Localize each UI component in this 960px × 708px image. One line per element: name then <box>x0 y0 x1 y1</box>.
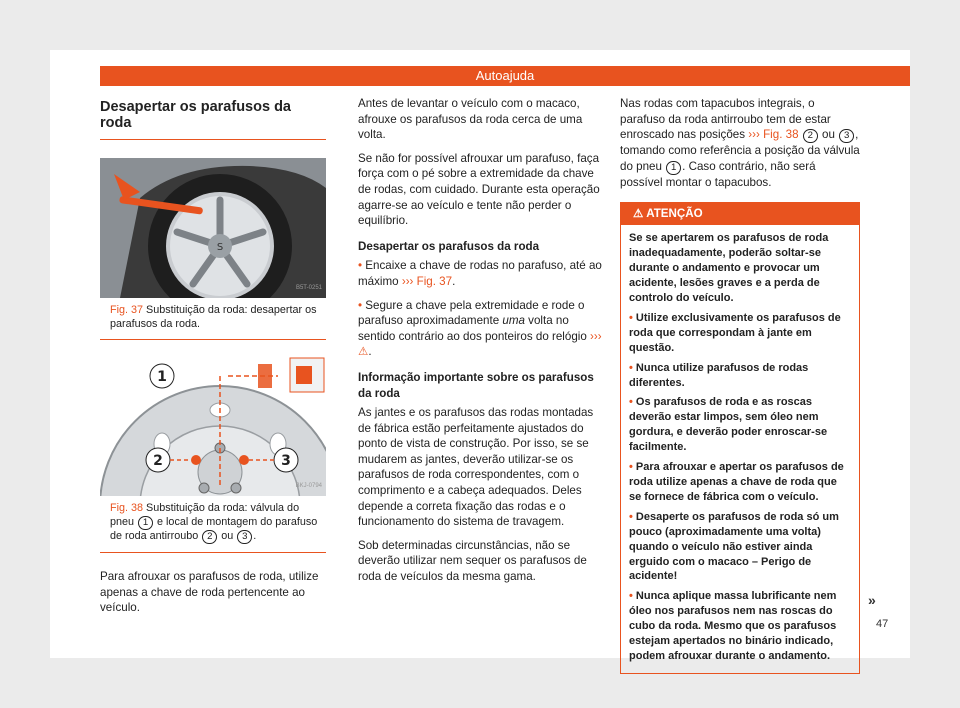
bullet-text: volta no sentido contrário ao dos ponteiros do relógio <box>358 314 587 343</box>
subheading: Desapertar os parafusos da roda <box>358 239 540 253</box>
callout-1: 1 <box>157 369 167 386</box>
figure-caption <box>100 496 326 552</box>
warning-intro: Se se apertarem os parafusos de roda inadequadamente, poderão soltar-se durante o andamento e provocar um acidente, lesões graves e a perda de controlo do veículo. <box>629 232 829 304</box>
warning-item <box>629 460 851 505</box>
wheel-illustration-icon <box>100 158 326 298</box>
section-title: Desapertar os parafusos da roda <box>100 96 326 140</box>
caption-text: e local de montagem do parafuso de roda antirroubo <box>110 515 318 542</box>
warning-item <box>629 589 851 664</box>
bullet-dot-icon: • <box>629 396 633 409</box>
warning-item-text: Desaperte os parafusos de roda só um pouco (aproximadamente uma volta) quando o veículo não estiver ainda erguido com o macaco – Perigo de acidente! <box>629 510 839 583</box>
figure-reference-link[interactable]: ››› Fig. 38 <box>748 128 799 142</box>
warning-header <box>621 203 859 225</box>
warning-item <box>629 510 851 585</box>
bullet-dot-icon: • <box>358 259 363 273</box>
figure-code: B5T-0251 <box>295 284 322 291</box>
warning-reference-link[interactable]: ››› <box>590 329 602 343</box>
warning-box <box>620 202 860 673</box>
paragraph: As jantes e os parafusos das rodas montadas de fábrica estão perfeitamente ajustados do ponto de vista de construção. Por isso, se se mudarem as jantes, deverão utilizar-se os parafusos de roda correspondentes, com o comprimento e a cabeça adequados. Deles depende a correta fixação das rodas e o funcionamento do sistema de travagem. <box>358 406 594 529</box>
rim-drawing <box>100 356 326 496</box>
svg-text:S: S <box>216 242 224 254</box>
bullet-dot-icon: • <box>629 590 633 603</box>
number-badge: 3 <box>237 530 252 544</box>
warning-item-text: Os parafusos de roda e as roscas deverão estar limpos, sem óleo nem gordura, e deverão poder enroscar-se facilmente. <box>629 396 828 454</box>
intro-paragraph: Para afrouxar os parafusos de roda, utilize apenas a chave de roda pertencente ao veículo. <box>100 569 319 615</box>
wheel-photo <box>100 158 326 298</box>
caption-text: . <box>253 529 257 542</box>
warning-item-text: Para afrouxar e apertar os parafusos de roda utilize apenas a chave de roda que se fornece de fábrica com o veículo. <box>629 461 844 503</box>
column-left <box>100 96 326 624</box>
bullet-dot-icon: • <box>629 361 633 374</box>
paragraph: Sob determinadas circunstâncias, não se deverão utilizar nem sequer os parafusos de roda de veículos da mesma gama. <box>358 538 587 584</box>
figure-37 <box>100 158 326 340</box>
caption-text: Substituição da roda: desapertar os parafusos da roda. <box>110 304 317 330</box>
bullet-dot-icon: • <box>629 510 633 523</box>
figure-label: Fig. 37 <box>110 304 144 317</box>
figure-38 <box>100 356 326 553</box>
paragraph-text: ou <box>822 128 835 142</box>
emphasis-text: uma <box>502 314 525 328</box>
chapter-header: Autoajuda <box>100 66 910 86</box>
number-badge: 1 <box>138 516 153 530</box>
warning-triangle-icon: ⚠ <box>358 345 369 359</box>
callout-3: 3 <box>281 453 291 470</box>
paragraph <box>620 96 860 190</box>
paragraph: Antes de levantar o veículo com o macaco, afrouxe os parafusos da roda cerca de uma volta. <box>358 97 583 142</box>
warning-item-text: Nunca utilize parafusos de rodas diferentes. <box>629 361 809 389</box>
warning-item-text: Utilize exclusivamente os parafusos de roda que correspondam à jante em questão. <box>629 311 841 354</box>
warning-body <box>621 225 859 672</box>
bullet-dot-icon: • <box>629 311 633 324</box>
warning-item <box>629 311 851 356</box>
callout-2: 2 <box>153 453 163 470</box>
number-badge: 1 <box>666 161 681 175</box>
manual-page <box>50 50 910 662</box>
subheading: Informação importante sobre os parafusos da roda <box>358 370 594 400</box>
bullet-item <box>358 298 602 360</box>
warning-title: ATENÇÃO <box>646 207 703 221</box>
paragraph-text: Nas rodas com tapacubos integrais, o parafuso da roda antirroubo tem de estar enroscado nas posições <box>620 97 831 142</box>
bullet-text: Segure a chave pela extremidade e rode o parafuso aproximadamente <box>358 298 585 328</box>
number-badge: 3 <box>839 129 854 143</box>
figure-caption <box>100 298 326 339</box>
paragraph-text: . Caso contrário, não será possível montar o tapacubos. <box>620 159 816 189</box>
bullet-text: . <box>452 274 456 288</box>
paragraph-text: , tomando como referência a posição da válvula do pneu <box>620 128 860 173</box>
bullet-dot-icon: • <box>358 298 363 312</box>
warning-item <box>629 395 851 455</box>
number-badge: 2 <box>803 129 818 143</box>
column-right <box>620 96 860 674</box>
bullet-text: . <box>368 345 372 359</box>
bullet-dot-icon: • <box>629 461 633 474</box>
caption-text: ou <box>221 529 234 542</box>
column-middle <box>358 96 602 593</box>
rim-diagram-icon <box>100 356 326 496</box>
paragraph: Se não for possível afrouxar um parafuso, faça força com o pé sobre a extremidade da chave de rodas, com cuidado. Durante esta operação agarre-se ao veículo e tente não perder o equilíbrio. <box>358 151 600 228</box>
figure-reference-link[interactable]: ››› Fig. 37 <box>401 274 453 288</box>
page-number: 47 <box>876 618 889 630</box>
figure-label: Fig. 38 <box>110 502 144 515</box>
warning-triangle-icon: ⚠ <box>633 207 644 221</box>
caption-text: Substituição da roda: válvula do pneu <box>110 502 300 528</box>
bullet-item <box>358 258 602 289</box>
number-badge: 2 <box>202 530 217 544</box>
warning-item-text: Nunca aplique massa lubrificante nem óleo nos parafusos nem nas roscas do cubo da roda. Mesmo que os parafusos estejam apertados no binário indicado, podem afrouxar durante o andamento. <box>629 590 837 662</box>
continue-arrow-icon: » <box>868 592 876 608</box>
warning-item <box>629 361 851 391</box>
bullet-text: Encaixe a chave de rodas no parafuso, até ao máximo <box>358 259 602 288</box>
figure-code: BKJ-0794 <box>295 482 322 489</box>
